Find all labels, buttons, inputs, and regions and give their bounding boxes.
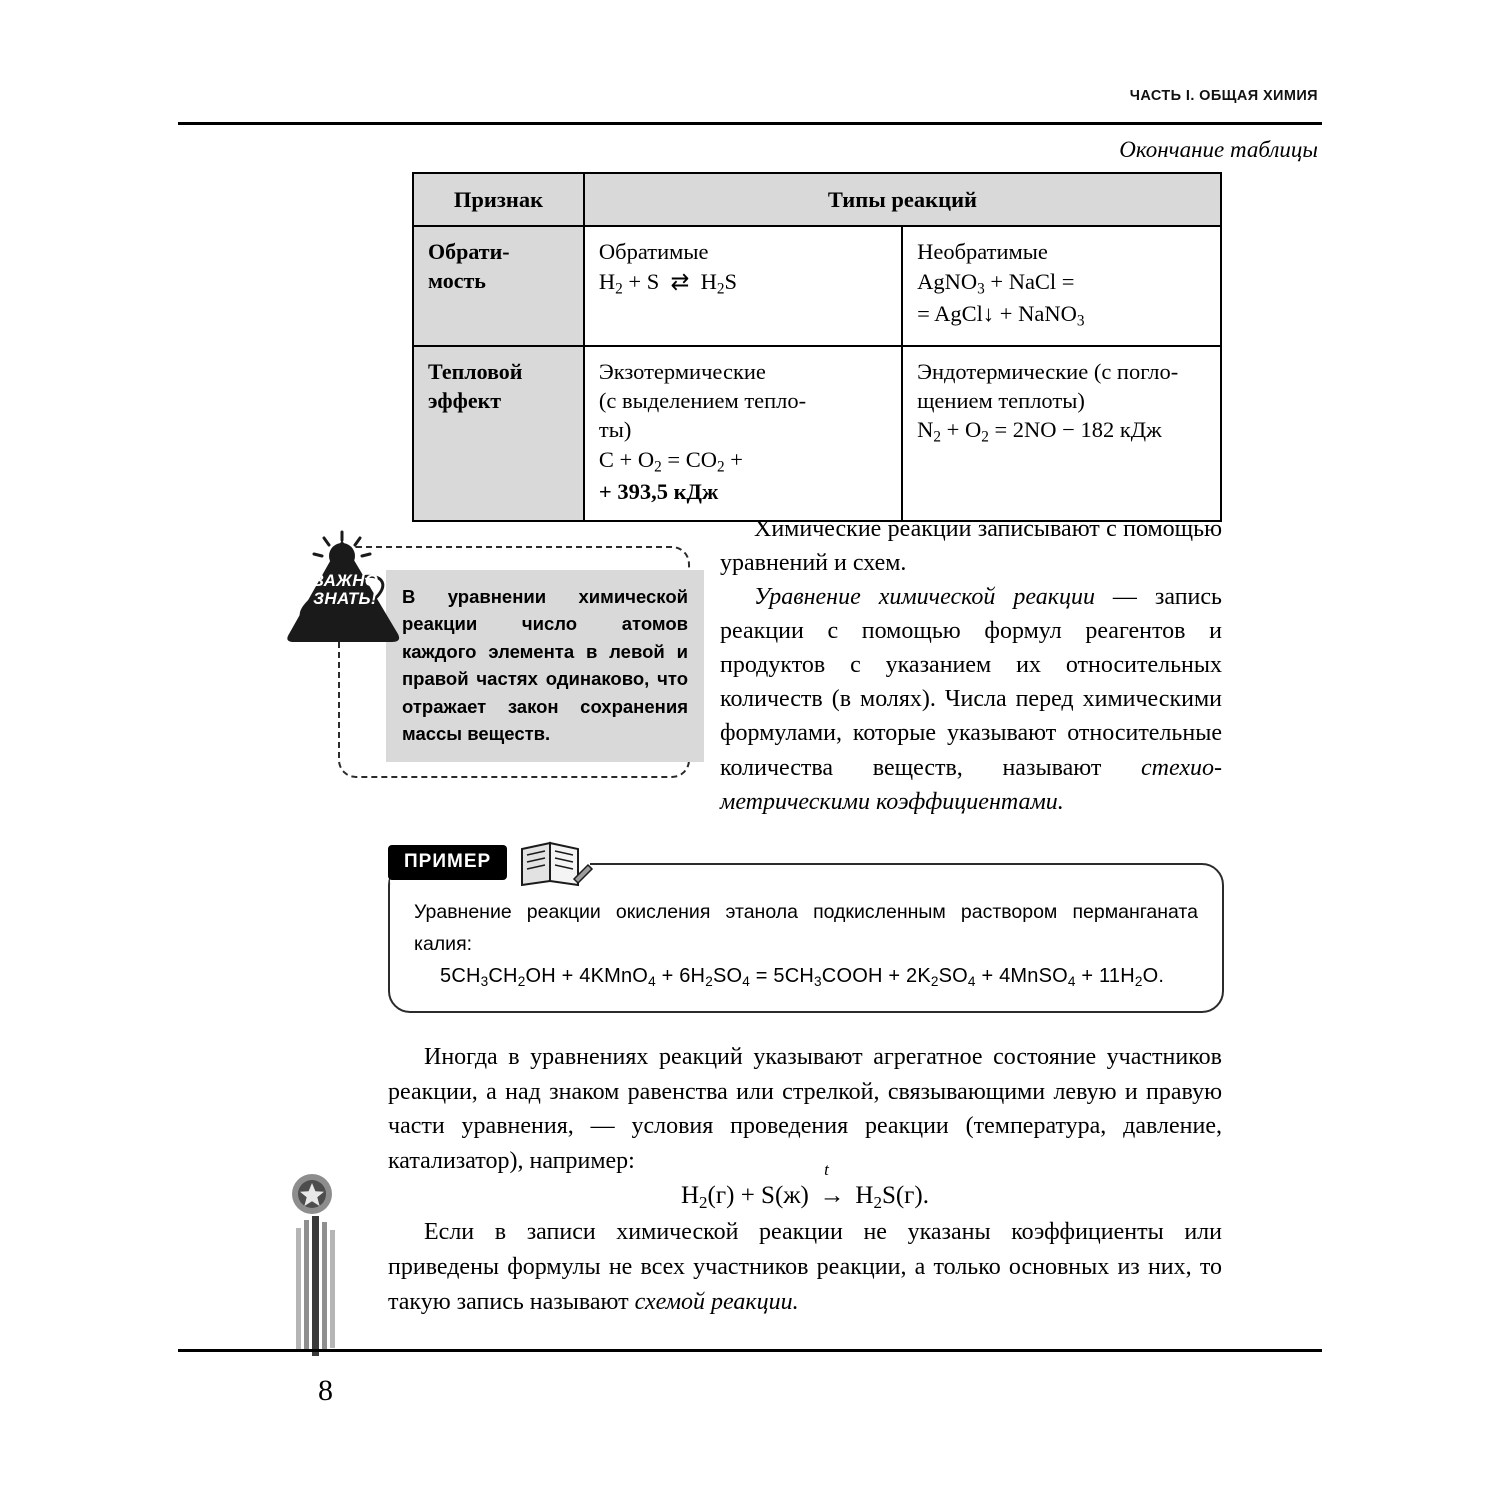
row-header-thermal-effect: Тепловой эффект: [413, 346, 584, 521]
badge-label-line2: ЗНАТЬ!: [313, 588, 377, 608]
star-medal-icon: [278, 1172, 358, 1372]
cell-irreversible: [902, 226, 1221, 346]
row-header-reversibility: Обрати- мость: [413, 226, 584, 346]
term-reaction-scheme: схемой реакции.: [634, 1288, 799, 1315]
lower-paragraph-1: Иногда в уравнениях реакций указывают агрегатное состояние участников реакции, а над знаком равенства или стрелкой, связывающими левую и правую части уравнения, — условия проведения реакции (температура, давление, катализатор), например:: [388, 1044, 1222, 1174]
cell-formula-cont: + 393,5 кДж: [598, 478, 719, 504]
badge-label-line1: ВАЖНО: [311, 571, 379, 590]
example-label: ПРИМЕР: [388, 845, 507, 880]
lower-paragraph-2-text: Если в записи химической реакции не указаны коэффициенты или приведены формулы не всех участников реакции, а только основных из них, то такую запись называют: [388, 1219, 1222, 1315]
cell-formula: $H_2 + S$ ⇄ $H_2S$: [598, 268, 738, 297]
cell-subtitle: (с выделением тепло-: [598, 388, 807, 414]
cell-formula: $C + O_2 = CO_2$ +: [598, 446, 743, 475]
important-badge: [280, 530, 408, 650]
paragraph-2-rest: — запись реакции с помощью формул реагентов и продуктов с указанием их относительных количеств (в молях). Числа перед химическими формулами, которые указывают относительные количества веществ, называют: [720, 584, 1222, 781]
page-ornament: [278, 1172, 358, 1372]
cell-formula: AgNO$_3$ + NaCl =: [917, 268, 1075, 297]
running-head: ЧАСТЬ I. ОБЩАЯ ХИМИЯ: [1129, 88, 1318, 104]
cell-title: Необратимые: [917, 239, 1048, 265]
cell-formula-cont: = AgCl↓ + NaNO$_3$: [917, 300, 1085, 329]
cell-formula: $N_2 + O_2 = 2NO - 182$ кДж: [917, 417, 1162, 446]
badge-label: [296, 572, 394, 608]
condition-label: t: [824, 1160, 829, 1180]
footer-rule: [178, 1349, 1322, 1352]
example-block: [388, 845, 1224, 1013]
arrow-with-condition: t →: [819, 1160, 845, 1210]
header-rule: [178, 122, 1322, 125]
example-equation: $5CH_3CH_2OH$ + 4KMnO$_4$ + $6H_2SO_4$ = $5CH_3COOH + 2K_2SO_4$ + 4MnSO$_4$ + $11H_2O$.: [440, 965, 1165, 989]
paragraph-2: [720, 580, 1222, 819]
cell-subtitle: щением теплоты): [917, 388, 1085, 414]
page-number: 8: [318, 1374, 333, 1407]
cell-title: Экзотермические: [598, 358, 766, 384]
cell-title: Эндотермические (с погло-: [917, 358, 1179, 384]
lower-paragraph-2: [388, 1215, 1222, 1319]
table-header-row: [413, 173, 1221, 226]
lower-text-column: [388, 1040, 1222, 1319]
reaction-formula: $H_2(г) + S(ж)$ t → $H_2S(г)$.: [388, 1178, 1222, 1215]
cell-title: Обратимые: [598, 239, 709, 265]
example-text: Уравнение реакции окисления этанола подкисленным раствором перманганата калия:: [414, 901, 1198, 955]
table-row: [413, 346, 1221, 521]
book-icon: [516, 835, 594, 891]
column-header-feature: Признак: [413, 173, 584, 226]
cell-reversible: [584, 226, 902, 346]
important-to-know-block: [280, 508, 710, 788]
cell-endothermic: [902, 346, 1221, 521]
term-stoichiometric: стехиометрическими коэффициентами.: [720, 754, 1222, 815]
cell-subtitle-cont: ты): [598, 417, 632, 443]
paragraph-1: Химические реакции записывают с помощью уравнений и схем.: [720, 516, 1222, 577]
column-header-types: Типы реакций: [584, 173, 1221, 226]
cell-exothermic: [584, 346, 902, 521]
important-text: В уравнении химической реакции число атомов каждого элемента в левой и правой частях одинаково, что отражает закон сохранения массы веществ.: [386, 570, 704, 762]
table-row: [413, 226, 1221, 346]
term-equation: Уравнение химической реакции: [754, 584, 1095, 611]
reaction-types-table: [412, 172, 1222, 522]
main-text-column: [720, 512, 1222, 819]
table-caption: Окончание таблицы: [1119, 137, 1318, 162]
